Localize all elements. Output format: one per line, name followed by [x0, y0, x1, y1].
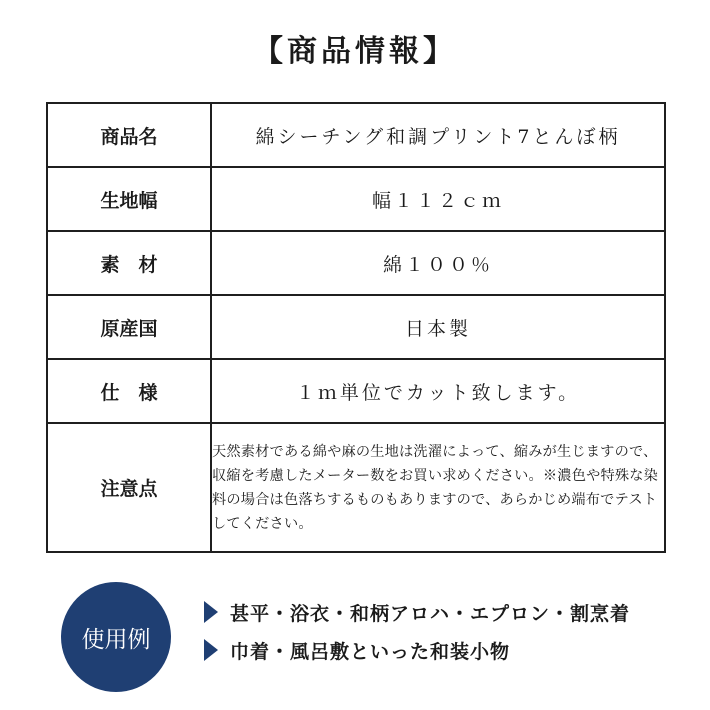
row-label-caution: 注意点: [47, 423, 211, 552]
usage-item-text: 巾着・風呂敷といった和装小物: [230, 640, 511, 663]
table-row: [47, 167, 665, 231]
right-triangle-icon: [204, 601, 218, 623]
row-value-specification: １ｍ単位でカット致します。: [211, 359, 665, 423]
product-info-table: [46, 102, 666, 553]
row-value-fabric-width: 幅１１２ｃｍ: [211, 167, 665, 231]
row-label-specification: 仕 様: [47, 359, 211, 423]
usage-item-text: 甚平・浴衣・和柄アロハ・エプロン・割烹着: [230, 602, 631, 625]
row-value-origin: 日本製: [211, 295, 665, 359]
table-row: [47, 295, 665, 359]
row-value-material: 綿１００％: [211, 231, 665, 295]
table-row: [47, 103, 665, 167]
row-label-material: 素 材: [47, 231, 211, 295]
row-label-origin: 原産国: [47, 295, 211, 359]
table-row: [47, 423, 665, 552]
table-row: [47, 231, 665, 295]
usage-item: [204, 637, 510, 663]
usage-item: [204, 599, 630, 625]
row-label-fabric-width: 生地幅: [47, 167, 211, 231]
usage-examples-badge: [61, 582, 171, 692]
page-title: 【商品情報】: [253, 34, 457, 69]
table-row: [47, 359, 665, 423]
row-value-product-name: 綿シーチング和調プリント7とんぼ柄: [211, 103, 665, 167]
row-label-product-name: 商品名: [47, 103, 211, 167]
right-triangle-icon: [204, 639, 218, 661]
usage-heading: 使用例: [81, 626, 151, 653]
row-value-caution: 天然素材である綿や麻の生地は洗濯によって、縮みが生じますので、収縮を考慮したメーター数をお買い求めください。※濃色や特殊な染料の場合は色落ちするものもありますので、あらかじめ端布でテストしてください。: [211, 423, 665, 552]
